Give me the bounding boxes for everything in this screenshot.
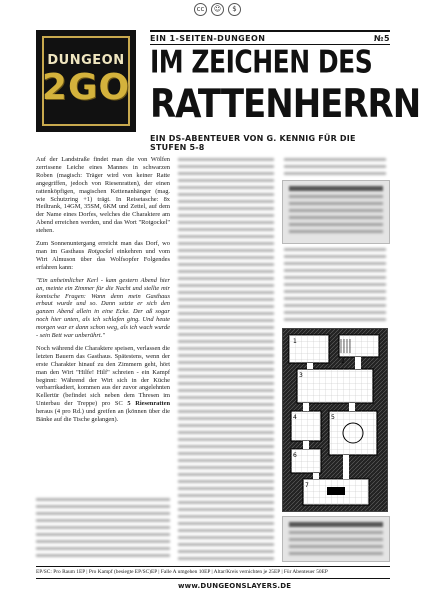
paragraph-3 [36,345,170,424]
blurred-text-left-bottom [36,498,170,560]
svg-text:7: 7 [305,482,309,489]
dungeon-map [282,328,388,512]
by-icon: ☺ [211,3,224,16]
svg-text:4: 4 [293,414,297,421]
title-line-1: IM ZEICHEN DES [150,43,373,80]
dungeon2go-logo [36,30,136,132]
paragraph-3-end: heraus (4 pro Rd.) und greifen an (können über die Bänke auf die Tische gelangen). [36,408,170,424]
paragraph-1: Auf der Landstraße findet man die von Wölfen zerrissene Leiche eines Mannes in schwarzen Roben (magisch: Träger wird von keiner Ratte angegriffen, jedoch von Riesenratten), der einen rattenköpfigen, magischen Kettenanhänger (mag. wie Schutzring +1) trägt. In Reisetasche: 8x Heiltrank, 14GM, 35SM, 6KM und Zettel, auf dem der Name eines Dorfes, welches die Charaktere am Abend erreichen werden, und das Wort "Rotgockel" stehen. [36,156,170,235]
stat-block-1 [282,180,390,244]
title-line-2: RATTENHERRN [150,81,421,128]
svg-text:6: 6 [293,452,297,459]
logo-top-text: DUNGEON [47,52,125,68]
cc-icon: cc [194,3,207,16]
svg-text:1: 1 [293,338,297,345]
adventure-subtitle: EIN DS-ABENTEUER VON G. KENNIG FÜR DIE STUFEN 5-8 [150,134,356,152]
svg-text:3: 3 [299,372,303,379]
svg-text:2: 2 [341,358,345,365]
blurred-text-middle [178,158,274,560]
stat-block-2 [282,516,390,562]
paragraph-3-start: Noch während die Charaktere speisen, verlassen die letzten Bauern das Gasthaus. Spätestens, wenn der erste Charakter hinauf zu den Zimmern geht, hört man den Wirt "Hilfe! Hilf" schreien - ein Kampf beginnt: Während der Wirt sich in der Küche verbarrikadiert, kommen aus der zuvor angelehnten Kellertür (befindet sich neben dem Thresen im Unterbau der Treppe) pro SC [36,344,170,408]
ep-footer: EP/SC: Pro Raum 1EP | Pro Kampf (besiegte EP/SC)EP | Falle A umgehen 10EP | Altar/Kreis vernichten je 25EP | Für Abenteuer 50EP [36,566,390,579]
website-url: www.DUNGEONSLAYERS.DE [178,582,292,590]
rat-count: 5 Riesenratten [127,400,171,408]
blurred-text-right-top [284,158,386,176]
logo-main-text: 2GO [41,66,131,108]
svg-text:5: 5 [331,414,335,421]
series-number: №5 [374,33,390,43]
adventure-title [150,43,421,128]
license-icons [194,3,241,16]
inn-name: Rotgockel [87,247,114,255]
logo-frame [42,36,130,126]
intro-column [36,156,170,429]
paragraph-2: Zum Sonnenuntergang erreicht man das Dorf, wo man im Gasthaus Rotgockel einkehren und vom Wirt Almuson über das Wolfsopfer Folgendes erfahren kann: [36,240,170,271]
nc-icon: $ [228,3,241,16]
blurred-text-right-mid [284,248,386,322]
series-label: EIN 1-SEITEN-DUNGEON [150,33,266,43]
innkeeper-quote: "Ein unheimlicher Kerl - kam gestern Abend hier an, meinte ein Zimmer für die Nacht und stellte mir komische Fragen: Wann denn mein Gasthaus erbaut wurde und so. Dann setzte er sich den ganzen Abend allein in eine Ecke. Der aß sogar noch hier unten, als ich schlafen ging. Und heute morgen war er dann schon weg, als ich wach wurde - sein Bett war unberührt." [36,276,170,340]
